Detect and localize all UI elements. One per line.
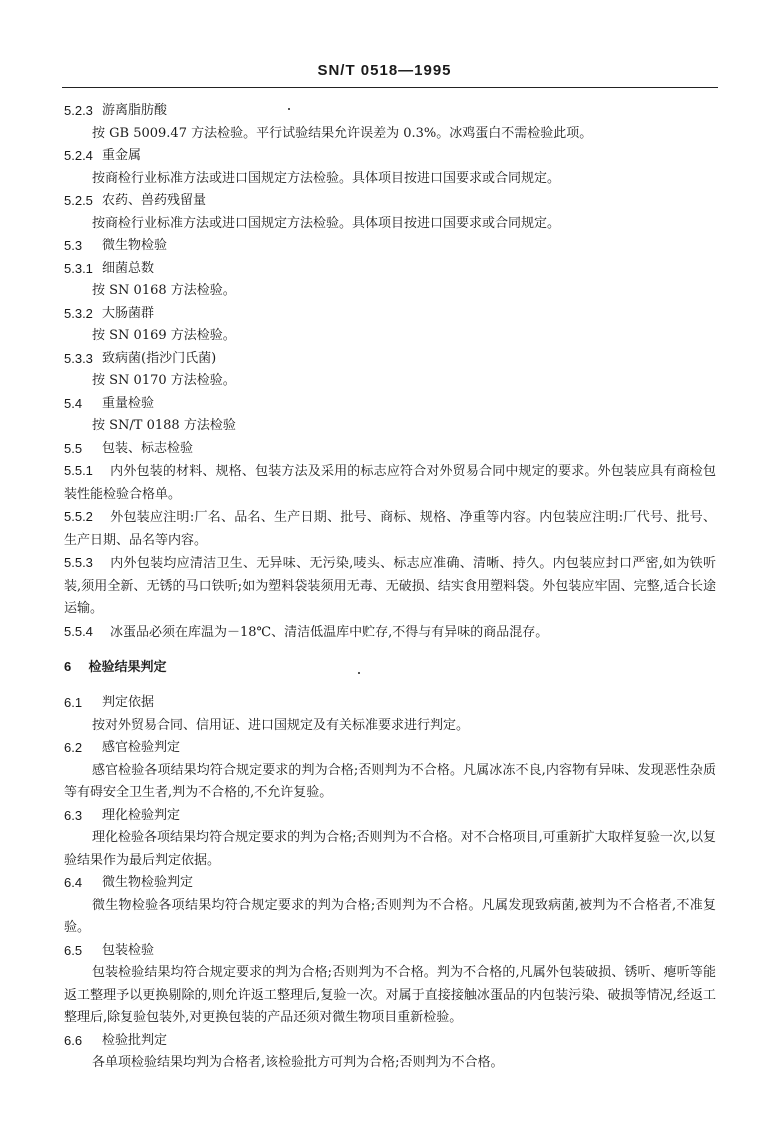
clause-paragraph: [64, 621, 716, 645]
section-title: 感官检验判定: [102, 740, 181, 756]
section-number: 5.4: [64, 395, 83, 411]
section-title: 微生物检验判定: [102, 875, 194, 891]
clause-text: 内外包装的材料、规格、包装方法及采用的标志应符合对外贸易合同中规定的要求。外包装应具有商检包装性能检验合格单。: [64, 464, 716, 502]
section-heading: [64, 100, 716, 123]
section-body: 按对外贸易合同、信用证、进口国规定及有关标准要求进行判定。: [92, 717, 470, 733]
section-body: 按 GB 5009.47 方法检验。平行试验结果允许误差为 0.3%。冰鸡蛋白不需检验此项。: [92, 125, 593, 141]
section-number: 6.6: [64, 1032, 83, 1048]
section-number: 6.3: [64, 807, 83, 823]
section-heading: [64, 303, 716, 326]
section-body: 感官检验各项结果均符合规定要求的判为合格;否则判为不合格。凡属冰冻不良,内容物有异味、发现恶性杂质等有碍安全卫生者,判为不合格的,不允许复验。: [64, 762, 716, 800]
section-number: 6.5: [64, 942, 83, 958]
section-heading: [64, 235, 716, 258]
section-body: 各单项检验结果均判为合格者,该检验批方可判为合格;否则判为不合格。: [92, 1055, 504, 1070]
section-body: 按 SN 0170 方法检验。: [92, 373, 236, 388]
section-heading: [64, 805, 716, 828]
section-heading: [64, 348, 716, 371]
chapter-number: 6: [64, 659, 72, 674]
section-heading: [64, 1030, 716, 1053]
section-number: 5.5.1: [64, 463, 93, 478]
section-title: 重金属: [102, 148, 142, 164]
section-body: 微生物检验各项结果均符合规定要求的判为合格;否则判为不合格。凡属发现致病菌,被判为不合格者,不准复验。: [64, 897, 716, 935]
section-title: 判定依据: [102, 695, 155, 711]
section-number: 5.2.5: [64, 193, 93, 209]
section-title: 包装、标志检验: [102, 440, 194, 456]
section-number: 5.5.3: [64, 555, 93, 570]
section-number: 5.3.2: [64, 305, 93, 321]
section-title: 检验批判定: [102, 1032, 168, 1048]
section-body: 按商检行业标准方法或进口国规定方法检验。具体项目按进口国要求或合同规定。: [92, 170, 561, 186]
section-body: 包装检验结果均符合规定要求的判为合格;否则判为不合格。判为不合格的,凡属外包装破损、锈听、瘪听等能返工整理予以更换剔除的,则允许返工整理后,复验一次。对属于直接接触冰蛋品的内包装污染、破损等情况,经返工整理后,除复验包装外,对更换包装的产品还须对微生物项目重新检验。: [64, 965, 716, 1025]
section-heading: [64, 692, 716, 715]
section-title: 包装检验: [102, 942, 155, 958]
chapter-title: 检验结果判定: [88, 660, 167, 675]
section-title: 细菌总数: [102, 260, 155, 276]
section-number: 5.5.4: [64, 623, 93, 639]
section-number: 5.3.1: [64, 260, 93, 276]
section-title: 重量检验: [102, 395, 155, 411]
section-body: 理化检验各项结果均符合规定要求的判为合格;否则判为不合格。对不合格项目,可重新扩大取样复验一次,以复验结果作为最后判定依据。: [64, 830, 716, 868]
section-heading: [64, 393, 716, 416]
section-number: 5.3: [64, 238, 83, 254]
section-heading: [64, 737, 716, 760]
clause-text: 冰蛋品必须在库温为－18℃、清洁低温库中贮存,不得与有异味的商品混存。: [110, 624, 549, 640]
document-body: [64, 100, 716, 1075]
section-title: 微生物检验: [102, 238, 168, 254]
clause-paragraph: [64, 552, 716, 621]
section-title: 游离脂肪酸: [102, 103, 168, 119]
section-title: 农药、兽药残留量: [102, 193, 207, 209]
section-body: 按商检行业标准方法或进口国规定方法检验。具体项目按进口国要求或合同规定。: [92, 215, 561, 231]
standard-number-header: SN/T 0518—1995: [317, 62, 452, 79]
section-number: 5.5: [64, 440, 83, 456]
header-rule: [62, 87, 718, 88]
section-number: 6.1: [64, 695, 83, 711]
section-heading: [64, 438, 716, 461]
section-number: 5.2.4: [64, 148, 93, 164]
section-body: 按 SN 0168 方法检验。: [92, 283, 236, 298]
section-heading: [64, 145, 716, 168]
section-title: 理化检验判定: [102, 807, 181, 823]
section-body: 按 SN/T 0188 方法检验: [92, 418, 236, 433]
section-number: 5.5.2: [64, 509, 93, 524]
section-heading: [64, 190, 716, 213]
clause-text: 外包装应注明:厂名、品名、生产日期、批号、商标、规格、净重等内容。内包装应注明:厂代号、批号、生产日期、品名等内容。: [64, 510, 716, 548]
clause-paragraph: [64, 506, 716, 552]
section-body: 按 SN 0169 方法检验。: [92, 328, 236, 343]
chapter-heading: [64, 656, 716, 678]
section-number: 5.2.3: [64, 103, 93, 119]
section-number: 5.3.3: [64, 350, 93, 366]
section-title: 致病菌(指沙门氏菌): [102, 350, 217, 366]
section-heading: [64, 940, 716, 963]
section-heading: [64, 872, 716, 895]
clause-text: 内外包装均应清洁卫生、无异味、无污染,唛头、标志应准确、清晰、持久。内包装应封口严密,如为铁听装,须用全新、无锈的马口铁听;如为塑料袋装须用无毒、无破损、结实食用塑料袋。外包装应牢固、完整,适合长途运输。: [64, 556, 716, 616]
clause-paragraph: [64, 460, 716, 506]
section-heading: [64, 258, 716, 281]
section-number: 6.2: [64, 740, 83, 756]
section-title: 大肠菌群: [102, 305, 155, 321]
section-number: 6.4: [64, 875, 83, 891]
